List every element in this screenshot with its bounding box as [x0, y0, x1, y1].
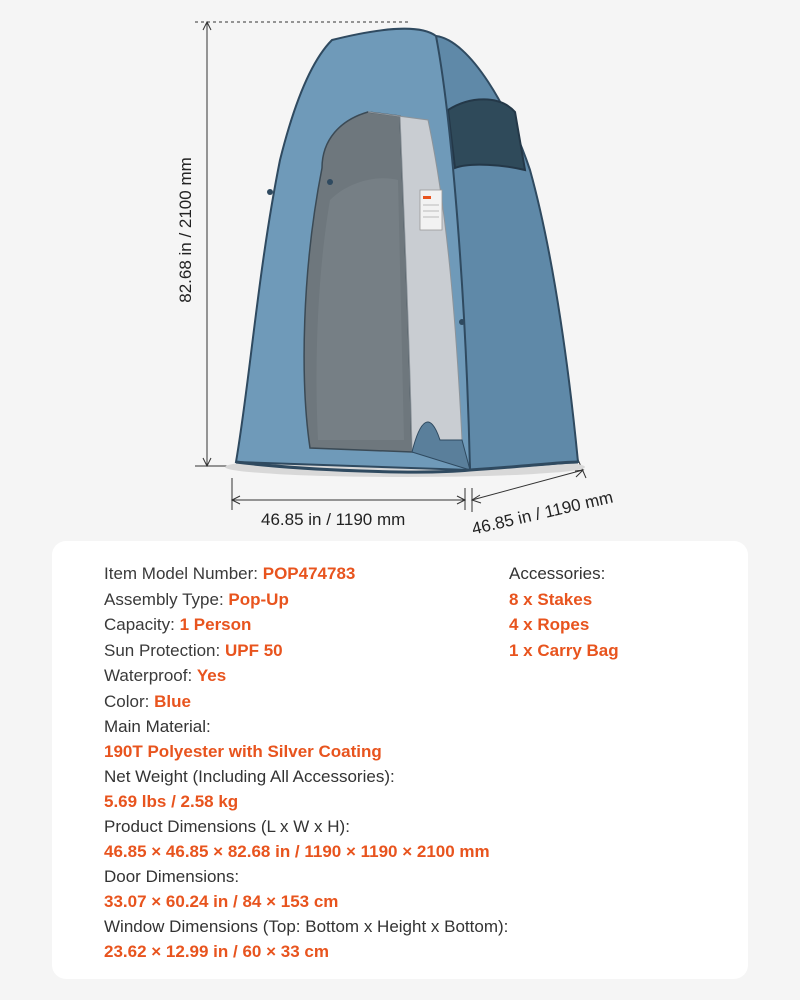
- spec-waterproof: Waterproof: Yes: [104, 666, 227, 685]
- spec-material-value: 190T Polyester with Silver Coating: [104, 742, 382, 761]
- spec-window-value: 23.62 × 12.99 in / 60 × 33 cm: [104, 942, 329, 961]
- guy-loop: [327, 179, 333, 185]
- tag-mark: [423, 196, 431, 199]
- specifications-card: [52, 541, 748, 979]
- width-dimension-label: 46.85 in / 1190 mm: [261, 510, 406, 529]
- guy-loop: [459, 319, 465, 325]
- spec-assembly: Assembly Type: Pop-Up: [104, 589, 289, 609]
- accessory-item: 8 x Stakes: [509, 589, 593, 609]
- spec-list: [104, 561, 508, 964]
- accessory-item: 1 x Carry Bag: [509, 640, 619, 660]
- spec-weight-value: 5.69 lbs / 2.58 kg: [104, 792, 239, 811]
- depth-dimension-label: 46.85 in / 1190 mm: [470, 487, 615, 539]
- spec-product-dim-value: 46.85 × 46.85 × 82.68 in / 1190 × 1190 × 2100 mm: [104, 842, 490, 861]
- spec-door-label: Door Dimensions:: [104, 867, 240, 886]
- spec-color: Color: Blue: [104, 691, 191, 711]
- spec-model: Item Model Number: POP474783: [104, 564, 356, 583]
- accessories-label: Accessories:: [509, 564, 606, 583]
- guy-loop: [267, 189, 273, 195]
- spec-weight-label: Net Weight (Including All Accessories):: [104, 767, 395, 786]
- width-dimension-line: [232, 478, 465, 510]
- interior-shadow: [317, 178, 405, 440]
- tent-window: [448, 99, 525, 170]
- spec-door-value: 33.07 × 60.24 in / 84 × 153 cm: [104, 892, 339, 911]
- height-dimension-label: 82.68 in / 2100 mm: [176, 157, 195, 303]
- spec-window-label: Window Dimensions (Top: Bottom x Height x Bottom):: [104, 917, 509, 936]
- accessory-item: 4 x Ropes: [509, 615, 590, 634]
- spec-capacity: Capacity: 1 Person: [104, 615, 252, 634]
- spec-sun-protection: Sun Protection: UPF 50: [104, 640, 283, 660]
- spec-product-dim-label: Product Dimensions (L x W x H):: [104, 817, 350, 836]
- accessories-list: [509, 561, 619, 663]
- spec-material-label: Main Material:: [104, 717, 211, 736]
